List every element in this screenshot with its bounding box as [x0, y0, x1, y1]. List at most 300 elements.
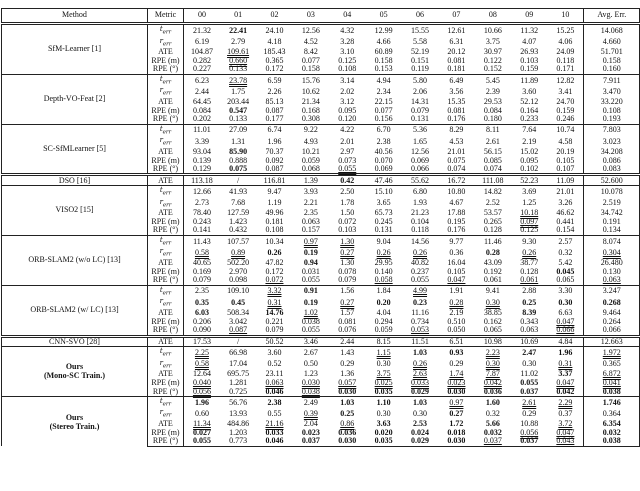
- value-cell: 1.203: [229, 427, 248, 437]
- value-cell: 0.059: [301, 155, 320, 165]
- value-cell: 0.131: [374, 225, 393, 235]
- value-cell: 47.82: [265, 258, 284, 268]
- value-cell: 0.140: [374, 266, 393, 276]
- value-cell: 0.065: [556, 275, 575, 285]
- header-seq: 08: [475, 9, 511, 24]
- value-cell: 0.30: [413, 409, 428, 419]
- value-cell: 40.82: [411, 258, 430, 268]
- value-cell: 0.52: [267, 359, 282, 369]
- value-cell: 0.23: [413, 297, 428, 307]
- value-cell: 15.10: [365, 186, 401, 198]
- metric-subscript: err: [162, 90, 172, 97]
- value-cell: 1.50: [340, 208, 355, 218]
- value-cell: 15.25: [547, 24, 583, 37]
- value-cell: 6.03: [194, 308, 209, 318]
- value-cell: 0.035: [374, 386, 393, 396]
- avg-cell: 6.354: [584, 420, 640, 429]
- metric-label: $r_{err}$: [148, 198, 184, 210]
- value-cell: 46.62: [556, 208, 575, 218]
- value-cell: 3.30: [547, 285, 583, 297]
- table-row: [2, 24, 640, 37]
- value-cell: 3.12: [340, 97, 355, 107]
- value-cell: 0.122: [483, 55, 502, 65]
- method-cell: [2, 24, 148, 75]
- avg-cell: 34.208: [584, 148, 640, 157]
- value-cell: 7.68: [231, 198, 246, 208]
- value-cell: 23.11: [265, 369, 284, 379]
- value-cell: 10.98: [475, 336, 511, 347]
- metric-label: $t_{err}$: [148, 124, 184, 136]
- value-cell: 0.94: [303, 258, 318, 268]
- method-cell: [2, 186, 148, 236]
- value-cell: 55.62: [402, 175, 438, 186]
- value-cell: 2.25: [184, 347, 220, 359]
- value-cell: 0.195: [447, 216, 466, 226]
- value-cell: 0.035: [365, 437, 401, 446]
- value-cell: 0.660: [229, 55, 248, 65]
- value-cell: 0.547: [229, 105, 248, 115]
- value-cell: 2.44: [194, 87, 209, 97]
- value-cell: 9.41: [475, 285, 511, 297]
- value-cell: 111.08: [475, 175, 511, 186]
- value-cell: 0.047: [556, 377, 575, 387]
- metric-label: RPE (°): [148, 437, 184, 446]
- metric-label: RPE (°): [148, 226, 184, 235]
- value-cell: 0.510: [447, 316, 466, 326]
- header-seq: 02: [256, 9, 292, 24]
- value-cell: 0.159: [520, 64, 539, 74]
- value-cell: 4.99: [402, 285, 438, 297]
- avg-cell: 51.701: [584, 48, 640, 57]
- metric-label: ATE: [148, 148, 184, 157]
- value-cell: 49.96: [265, 208, 284, 218]
- value-cell: 0.227: [192, 64, 211, 74]
- value-cell: 4.67: [449, 198, 464, 208]
- value-cell: 3.10: [340, 47, 355, 57]
- value-cell: 0.074: [447, 164, 466, 174]
- method-name: VISO2 [15]: [55, 205, 94, 215]
- value-cell: 11.32: [511, 24, 547, 37]
- value-cell: 66.98: [220, 347, 256, 359]
- table-row: [2, 74, 640, 86]
- value-cell: 29.95: [374, 258, 393, 268]
- value-cell: 0.365: [265, 55, 284, 65]
- value-cell: 3.32: [256, 285, 292, 297]
- value-cell: 0.073: [338, 155, 357, 165]
- table-row: [2, 396, 640, 408]
- value-cell: 0.097: [520, 216, 539, 226]
- method-name: DSO [16]: [58, 175, 91, 185]
- value-cell: 10.69: [511, 336, 547, 347]
- value-cell: 0.069: [374, 164, 393, 174]
- value-cell: 0.233: [520, 114, 539, 124]
- value-cell: 1.75: [231, 87, 246, 97]
- value-cell: 12.82: [547, 74, 583, 86]
- value-cell: 0.031: [301, 266, 320, 276]
- value-cell: 0.018: [447, 427, 466, 437]
- value-cell: 23.78: [220, 74, 256, 86]
- value-cell: 2.06: [413, 87, 428, 97]
- value-cell: 203.44: [227, 97, 250, 107]
- value-cell: 0.105: [447, 266, 466, 276]
- method-name: SC-SfMLearner [5]: [43, 143, 106, 153]
- method-name: SfM-Learner [1]: [47, 44, 102, 54]
- metric-subscript: err: [162, 290, 172, 297]
- value-cell: 3.39: [194, 136, 209, 146]
- value-cell: 2.34: [376, 87, 391, 97]
- value-cell: 10.66: [475, 24, 511, 37]
- value-cell: 1.03: [402, 347, 438, 359]
- metric-label: ATE: [148, 175, 184, 186]
- avg-cell: 2.519: [584, 198, 640, 210]
- value-cell: 2.35: [303, 208, 318, 218]
- metric-label: ATE: [148, 370, 184, 379]
- metric-subscript: err: [162, 412, 172, 419]
- value-cell: 26.93: [520, 47, 539, 57]
- value-cell: 0.037: [511, 437, 547, 446]
- value-cell: 7.64: [511, 124, 547, 136]
- value-cell: 0.055: [184, 437, 220, 446]
- metric-subscript: err: [162, 40, 172, 47]
- value-cell: 0.072: [265, 275, 284, 285]
- value-cell: 0.26: [413, 248, 428, 258]
- value-cell: 0.734: [411, 316, 430, 326]
- value-cell: 1.60: [475, 396, 511, 408]
- value-cell: 0.31: [267, 297, 282, 307]
- value-cell: 0.35: [194, 297, 209, 307]
- value-cell: 0.065: [483, 325, 502, 335]
- value-cell: 0.157: [301, 225, 320, 235]
- value-cell: 484.86: [227, 419, 250, 429]
- value-cell: 6.59: [256, 74, 292, 86]
- value-cell: 1.43: [329, 347, 365, 359]
- value-cell: 0.061: [483, 275, 502, 285]
- value-cell: 0.30: [485, 359, 500, 369]
- value-cell: 8.42: [303, 47, 318, 57]
- value-cell: 0.30: [485, 297, 500, 307]
- value-cell: 2.63: [413, 369, 428, 379]
- value-cell: 43.09: [483, 258, 502, 268]
- value-cell: 0.176: [447, 225, 466, 235]
- value-cell: 0.30: [522, 359, 537, 369]
- avg-cell: 6.872: [584, 370, 640, 379]
- value-cell: 6.80: [402, 186, 438, 198]
- value-cell: 3.41: [558, 87, 573, 97]
- metric-label: $t_{err}$: [148, 235, 184, 247]
- value-cell: 0.221: [265, 316, 284, 326]
- table-row: [2, 347, 640, 359]
- value-cell: 2.61: [511, 396, 547, 408]
- value-cell: 0.282: [192, 55, 211, 65]
- value-cell: 4.53: [449, 136, 464, 146]
- avg-cell: 0.364: [584, 408, 640, 420]
- value-cell: 0.077: [301, 55, 320, 65]
- metric-label: RPE (°): [148, 326, 184, 336]
- value-cell: 2.970: [229, 266, 248, 276]
- value-cell: 3.75: [485, 37, 500, 47]
- value-cell: 10.21: [301, 147, 320, 157]
- value-cell: 0.055: [411, 275, 430, 285]
- value-cell: 4.22: [329, 124, 365, 136]
- avg-cell: 26.480: [584, 259, 640, 268]
- value-cell: 0.063: [265, 377, 284, 387]
- method-cell: [2, 124, 148, 175]
- value-cell: 0.152: [483, 64, 502, 74]
- value-cell: 508.34: [227, 308, 250, 318]
- value-cell: 0.037: [293, 437, 329, 446]
- metric-label: $t_{err}$: [148, 186, 184, 198]
- value-cell: 4.04: [376, 308, 391, 318]
- metric-subscript: err: [162, 363, 172, 370]
- metric-label: $r_{err}$: [148, 359, 184, 371]
- value-cell: 0.181: [447, 64, 466, 74]
- value-cell: 17.88: [447, 208, 466, 218]
- value-cell: 16.04: [447, 258, 466, 268]
- value-cell: 2.44: [329, 336, 365, 347]
- value-cell: 0.50: [303, 359, 318, 369]
- value-cell: 0.29: [449, 359, 464, 369]
- avg-cell: 4.660: [584, 37, 640, 49]
- value-cell: 0.079: [411, 105, 430, 115]
- metric-subscript: err: [162, 202, 172, 209]
- value-cell: 0.066: [411, 164, 430, 174]
- avg-cell: 12.663: [584, 336, 640, 347]
- value-cell: 0.027: [192, 427, 211, 437]
- value-cell: 0.055: [301, 275, 320, 285]
- value-cell: 113.18: [184, 175, 220, 186]
- value-cell: 0.030: [301, 377, 320, 387]
- value-cell: 0.131: [411, 114, 430, 124]
- avg-cell: 3.247: [584, 285, 640, 297]
- value-cell: 17.53: [184, 336, 220, 347]
- method-name: Ours: [65, 412, 84, 422]
- value-cell: 0.27: [340, 297, 355, 307]
- value-cell: 0.077: [374, 105, 393, 115]
- method-cell: [2, 175, 148, 186]
- value-cell: 0.087: [265, 105, 284, 115]
- value-cell: 3.60: [522, 87, 537, 97]
- value-cell: 5.42: [558, 258, 573, 268]
- value-cell: 0.103: [338, 225, 357, 235]
- value-cell: 9.04: [365, 235, 401, 247]
- metric-label: RPE (°): [148, 165, 184, 175]
- metric-label: $r_{err}$: [148, 136, 184, 148]
- value-cell: 1.36: [340, 369, 355, 379]
- value-cell: 0.057: [338, 377, 357, 387]
- value-cell: 11.43: [184, 235, 220, 247]
- avg-cell: 7.911: [584, 74, 640, 86]
- metric-subscript: err: [162, 301, 172, 308]
- header-seq: 10: [547, 9, 583, 24]
- value-cell: 0.181: [265, 216, 284, 226]
- metric-label: RPE (m): [148, 268, 184, 277]
- value-cell: 0.125: [338, 55, 357, 65]
- metric-subscript: err: [162, 401, 172, 408]
- value-cell: 8.15: [365, 336, 401, 347]
- value-cell: 0.60: [194, 409, 209, 419]
- value-cell: 78.40: [192, 208, 211, 218]
- value-cell: 2.88: [511, 285, 547, 297]
- value-cell: 3.14: [329, 74, 365, 86]
- value-cell: 0.158: [374, 55, 393, 65]
- value-cell: 16.72: [438, 175, 474, 186]
- value-cell: 0.30: [558, 297, 573, 307]
- table-row: [2, 235, 640, 247]
- value-cell: 12.99: [365, 24, 401, 37]
- value-cell: 4.06: [558, 37, 573, 47]
- value-cell: 41.93: [220, 186, 256, 198]
- value-cell: 0.066: [556, 325, 575, 335]
- value-cell: 0.26: [267, 248, 282, 258]
- metric-label: $t_{err}$: [148, 74, 184, 86]
- value-cell: 6.19: [194, 37, 209, 47]
- value-cell: 0.26: [413, 359, 428, 369]
- avg-cell: 0.130: [584, 268, 640, 277]
- table-row: [2, 186, 640, 198]
- value-cell: 0.58: [194, 359, 209, 369]
- value-cell: 0.103: [520, 55, 539, 65]
- value-cell: 1.30: [329, 235, 365, 247]
- value-cell: 116.81: [256, 175, 292, 186]
- value-cell: 0.139: [192, 155, 211, 165]
- value-cell: 0.243: [192, 216, 211, 226]
- value-cell: 0.072: [338, 216, 357, 226]
- value-cell: 11.89: [511, 74, 547, 86]
- value-cell: 0.033: [265, 427, 284, 437]
- value-cell: 2.50: [329, 186, 365, 198]
- value-cell: 0.036: [483, 386, 502, 396]
- value-cell: 27.09: [220, 124, 256, 136]
- value-cell: 0.058: [374, 275, 393, 285]
- value-cell: 0.033: [411, 377, 430, 387]
- value-cell: 0.25: [522, 297, 537, 307]
- value-cell: 0.176: [447, 114, 466, 124]
- metric-label: ATE: [148, 420, 184, 429]
- value-cell: 0.294: [374, 316, 393, 326]
- metric-label: RPE (m): [148, 218, 184, 227]
- avg-cell: 0.134: [584, 226, 640, 235]
- value-cell: 0.079: [265, 325, 284, 335]
- metric-label: $r_{err}$: [148, 297, 184, 309]
- value-cell: 0.125: [520, 225, 539, 235]
- value-cell: 0.119: [411, 64, 429, 74]
- value-cell: 0.085: [483, 155, 502, 165]
- header-seq: 00: [184, 9, 220, 24]
- value-cell: 1.423: [229, 216, 248, 226]
- value-cell: 0.86: [340, 419, 355, 429]
- avg-cell: 52.600: [584, 175, 640, 186]
- value-cell: 1.84: [365, 285, 401, 297]
- value-cell: 0.192: [483, 266, 502, 276]
- value-cell: 6.49: [438, 74, 474, 86]
- value-cell: 11.01: [184, 124, 220, 136]
- value-cell: 1.91: [438, 285, 474, 297]
- value-cell: 0.89: [231, 248, 246, 258]
- value-cell: 12.66: [184, 186, 220, 198]
- value-cell: 10.88: [520, 419, 539, 429]
- value-cell: 0.046: [256, 437, 292, 446]
- value-cell: 0.075: [229, 164, 248, 174]
- value-cell: 6.23: [184, 74, 220, 86]
- value-cell: 40.65: [192, 258, 211, 268]
- method-cell: [2, 396, 148, 446]
- value-cell: 22.41: [220, 24, 256, 37]
- value-cell: 1.65: [413, 136, 428, 146]
- value-cell: 0.19: [303, 248, 318, 258]
- value-cell: 1.57: [340, 308, 355, 318]
- metric-subscript: err: [162, 251, 172, 258]
- value-cell: 502.20: [227, 258, 250, 268]
- value-cell: 0.078: [338, 266, 357, 276]
- metric-label: RPE (m): [148, 107, 184, 116]
- value-cell: 2.29: [547, 396, 583, 408]
- value-cell: 0.087: [265, 164, 284, 174]
- avg-cell: 8.074: [584, 235, 640, 247]
- value-cell: 3.65: [376, 198, 391, 208]
- value-cell: 12.64: [192, 369, 211, 379]
- value-cell: /: [220, 336, 256, 347]
- value-cell: 1.56: [329, 285, 365, 297]
- value-cell: 0.043: [547, 437, 583, 446]
- value-cell: 0.107: [556, 164, 575, 174]
- value-cell: 0.36: [449, 248, 464, 258]
- value-cell: 0.079: [192, 275, 211, 285]
- value-cell: 0.343: [520, 316, 539, 326]
- metric-subscript: err: [162, 129, 172, 136]
- value-cell: 65.73: [374, 208, 393, 218]
- value-cell: 6.63: [558, 308, 573, 318]
- value-cell: 22.15: [374, 97, 393, 107]
- value-cell: 6.51: [438, 336, 474, 347]
- value-cell: 10.80: [438, 186, 474, 198]
- metric-subscript: err: [162, 240, 172, 247]
- value-cell: 1.78: [340, 198, 355, 208]
- value-cell: 0.172: [265, 266, 284, 276]
- value-cell: 0.095: [338, 105, 357, 115]
- value-cell: 0.047: [556, 427, 575, 437]
- value-cell: 4.07: [522, 37, 537, 47]
- value-cell: 2.67: [293, 347, 329, 359]
- value-cell: 0.053: [411, 325, 430, 335]
- value-cell: 15.02: [520, 147, 539, 157]
- avg-cell: 0.160: [584, 65, 640, 74]
- value-cell: 0.120: [338, 114, 357, 124]
- value-cell: 0.30: [376, 409, 391, 419]
- value-cell: 0.029: [411, 386, 430, 396]
- avg-cell: 0.108: [584, 107, 640, 116]
- value-cell: 3.75: [376, 369, 391, 379]
- avg-cell: 0.086: [584, 156, 640, 165]
- value-cell: 0.047: [556, 316, 575, 326]
- value-cell: 1.25: [522, 198, 537, 208]
- avg-cell: 0.304: [584, 247, 640, 259]
- value-cell: 0.079: [338, 275, 357, 285]
- value-cell: 1.72: [449, 419, 464, 429]
- value-cell: 0.030: [338, 386, 357, 396]
- value-cell: 11.51: [402, 336, 438, 347]
- value-cell: 0.092: [265, 155, 284, 165]
- avg-cell: 10.078: [584, 186, 640, 198]
- value-cell: 2.61: [485, 136, 500, 146]
- method-name: (Mono-SC Train.): [43, 371, 106, 381]
- value-cell: 0.069: [411, 155, 430, 165]
- metric-label: ATE: [148, 259, 184, 268]
- metric-label: ATE: [148, 98, 184, 107]
- value-cell: 0.29: [522, 409, 537, 419]
- value-cell: 9.77: [438, 235, 474, 247]
- header-method: Method: [2, 9, 148, 24]
- method-name: ORB-SLAM2 (w/o LC) [13]: [28, 255, 121, 265]
